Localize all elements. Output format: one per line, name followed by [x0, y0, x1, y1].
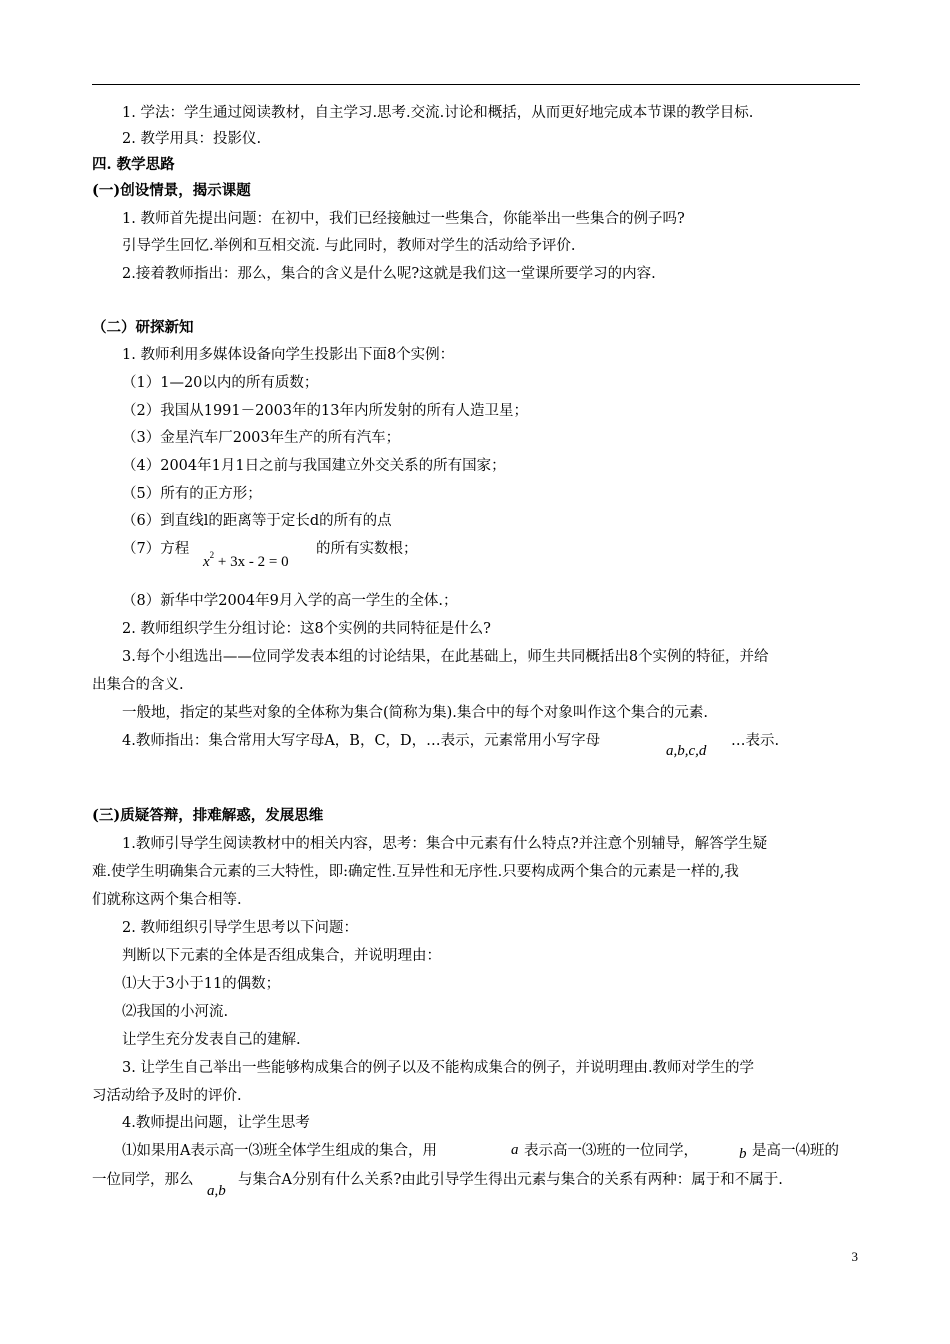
list-item: （3）金星汽车厂2003年生产的所有汽车； [122, 430, 401, 446]
text-line: 难.使学生明确集合元素的三大特性，即:确定性.互异性和无序性.只要构成两个集合的元素是一样的,我 [92, 864, 739, 880]
list-item: （6）到直线l的距离等于定长d的所有的点 [122, 513, 392, 529]
text-line: 3. 让学生自己举出一些能够构成集合的例子以及不能构成集合的例子，并说明理由.教师对学生的学 [122, 1060, 755, 1076]
text-line: ⑵我国的小河流. [122, 1004, 229, 1020]
equation: $x^2 + 3x - 2 = 0$ [203, 550, 289, 570]
text-line: 1.教师引导学生阅读教材中的相关内容，思考：集合中元素有什么特点?并注意个别辅导，解答学生疑 [122, 836, 768, 852]
math-inline: a,b [207, 1183, 226, 1199]
text-line: 2. 教学用具：投影仪. [122, 131, 262, 147]
math-inline: b [739, 1146, 747, 1162]
text-line: 2. 教师组织引导学生思考以下问题： [122, 920, 358, 936]
text-line: 出集合的含义. [92, 677, 184, 693]
list-item: （2）我国从1991－2003年的13年内所发射的所有人造卫星； [122, 403, 528, 419]
subsection-heading: (三)质疑答辩，排难解惑，发展思维 [92, 807, 324, 824]
math-inline: a,b,c,d [666, 743, 707, 759]
text-line: 表示高一⑶班的一位同学， [524, 1143, 698, 1159]
list-item: （8）新华中学2004年9月入学的高一学生的全体.； [122, 593, 458, 609]
header-rule [92, 84, 860, 85]
text-line: ⑴大于3小于11的偶数； [122, 976, 281, 992]
text-line: 2.接着教师指出：那么，集合的含义是什么呢?这就是我们这一堂课所要学习的内容. [122, 266, 656, 282]
text-line: 判断以下元素的全体是否组成集合，并说明理由： [122, 948, 441, 964]
text-line: 4.教师指出：集合常用大写字母A，B，C，D，…表示，元素常用小写字母 [122, 733, 601, 749]
text-line: 是高一⑷班的 [752, 1143, 839, 1159]
text-line: 习活动给予及时的评价. [92, 1088, 242, 1104]
text-line: 们就称这两个集合相等. [92, 892, 242, 908]
text-line: 2. 教师组织学生分组讨论：这8个实例的共同特征是什么? [122, 621, 491, 637]
text-line: 3.每个小组选出——位同学发表本组的讨论结果，在此基础上，师生共同概括出8个实例的特征，并给 [122, 649, 769, 665]
text-line: 让学生充分发表自己的建解. [122, 1032, 301, 1048]
section-heading: 四. 教学思路 [92, 156, 175, 173]
text-line: ⑴如果用A表示高一⑶班全体学生组成的集合，用 [122, 1143, 437, 1159]
text-line: 1. 教师利用多媒体设备向学生投影出下面8个实例： [122, 347, 455, 363]
list-item: （1）1—20以内的所有质数； [122, 375, 319, 391]
text-line: 一位同学，那么 [92, 1172, 194, 1188]
text-line: 1. 教师首先提出问题：在初中，我们已经接触过一些集合，你能举出一些集合的例子吗? [122, 211, 685, 227]
text-line: 的所有实数根； [316, 541, 418, 557]
text-line: 1. 学法：学生通过阅读教材，自主学习.思考.交流.讨论和概括，从而更好地完成本节课的教学目标. [122, 105, 754, 121]
text-line: 引导学生回忆.举例和互相交流. 与此同时，教师对学生的活动给予评价. [122, 238, 576, 254]
text-line: 一般地，指定的某些对象的全体称为集合(简称为集).集合中的每个对象叫作这个集合的元素. [122, 705, 709, 721]
page-number: 3 [851, 1249, 858, 1264]
list-item: （5）所有的正方形； [122, 486, 262, 502]
text-line: …表示. [731, 733, 780, 749]
list-item: （7）方程 [122, 541, 190, 557]
subsection-heading: (一)创设情景，揭示课题 [92, 182, 251, 199]
math-inline: a [511, 1142, 519, 1158]
list-item: （4）2004年1月1日之前与我国建立外交关系的所有国家； [122, 458, 506, 474]
subsection-heading: （二）研探新知 [92, 319, 194, 336]
text-line: 与集合A分别有什么关系?由此引导学生得出元素与集合的关系有两种：属于和不属于. [238, 1172, 783, 1188]
text-line: 4.教师提出问题，让学生思考 [122, 1115, 310, 1131]
